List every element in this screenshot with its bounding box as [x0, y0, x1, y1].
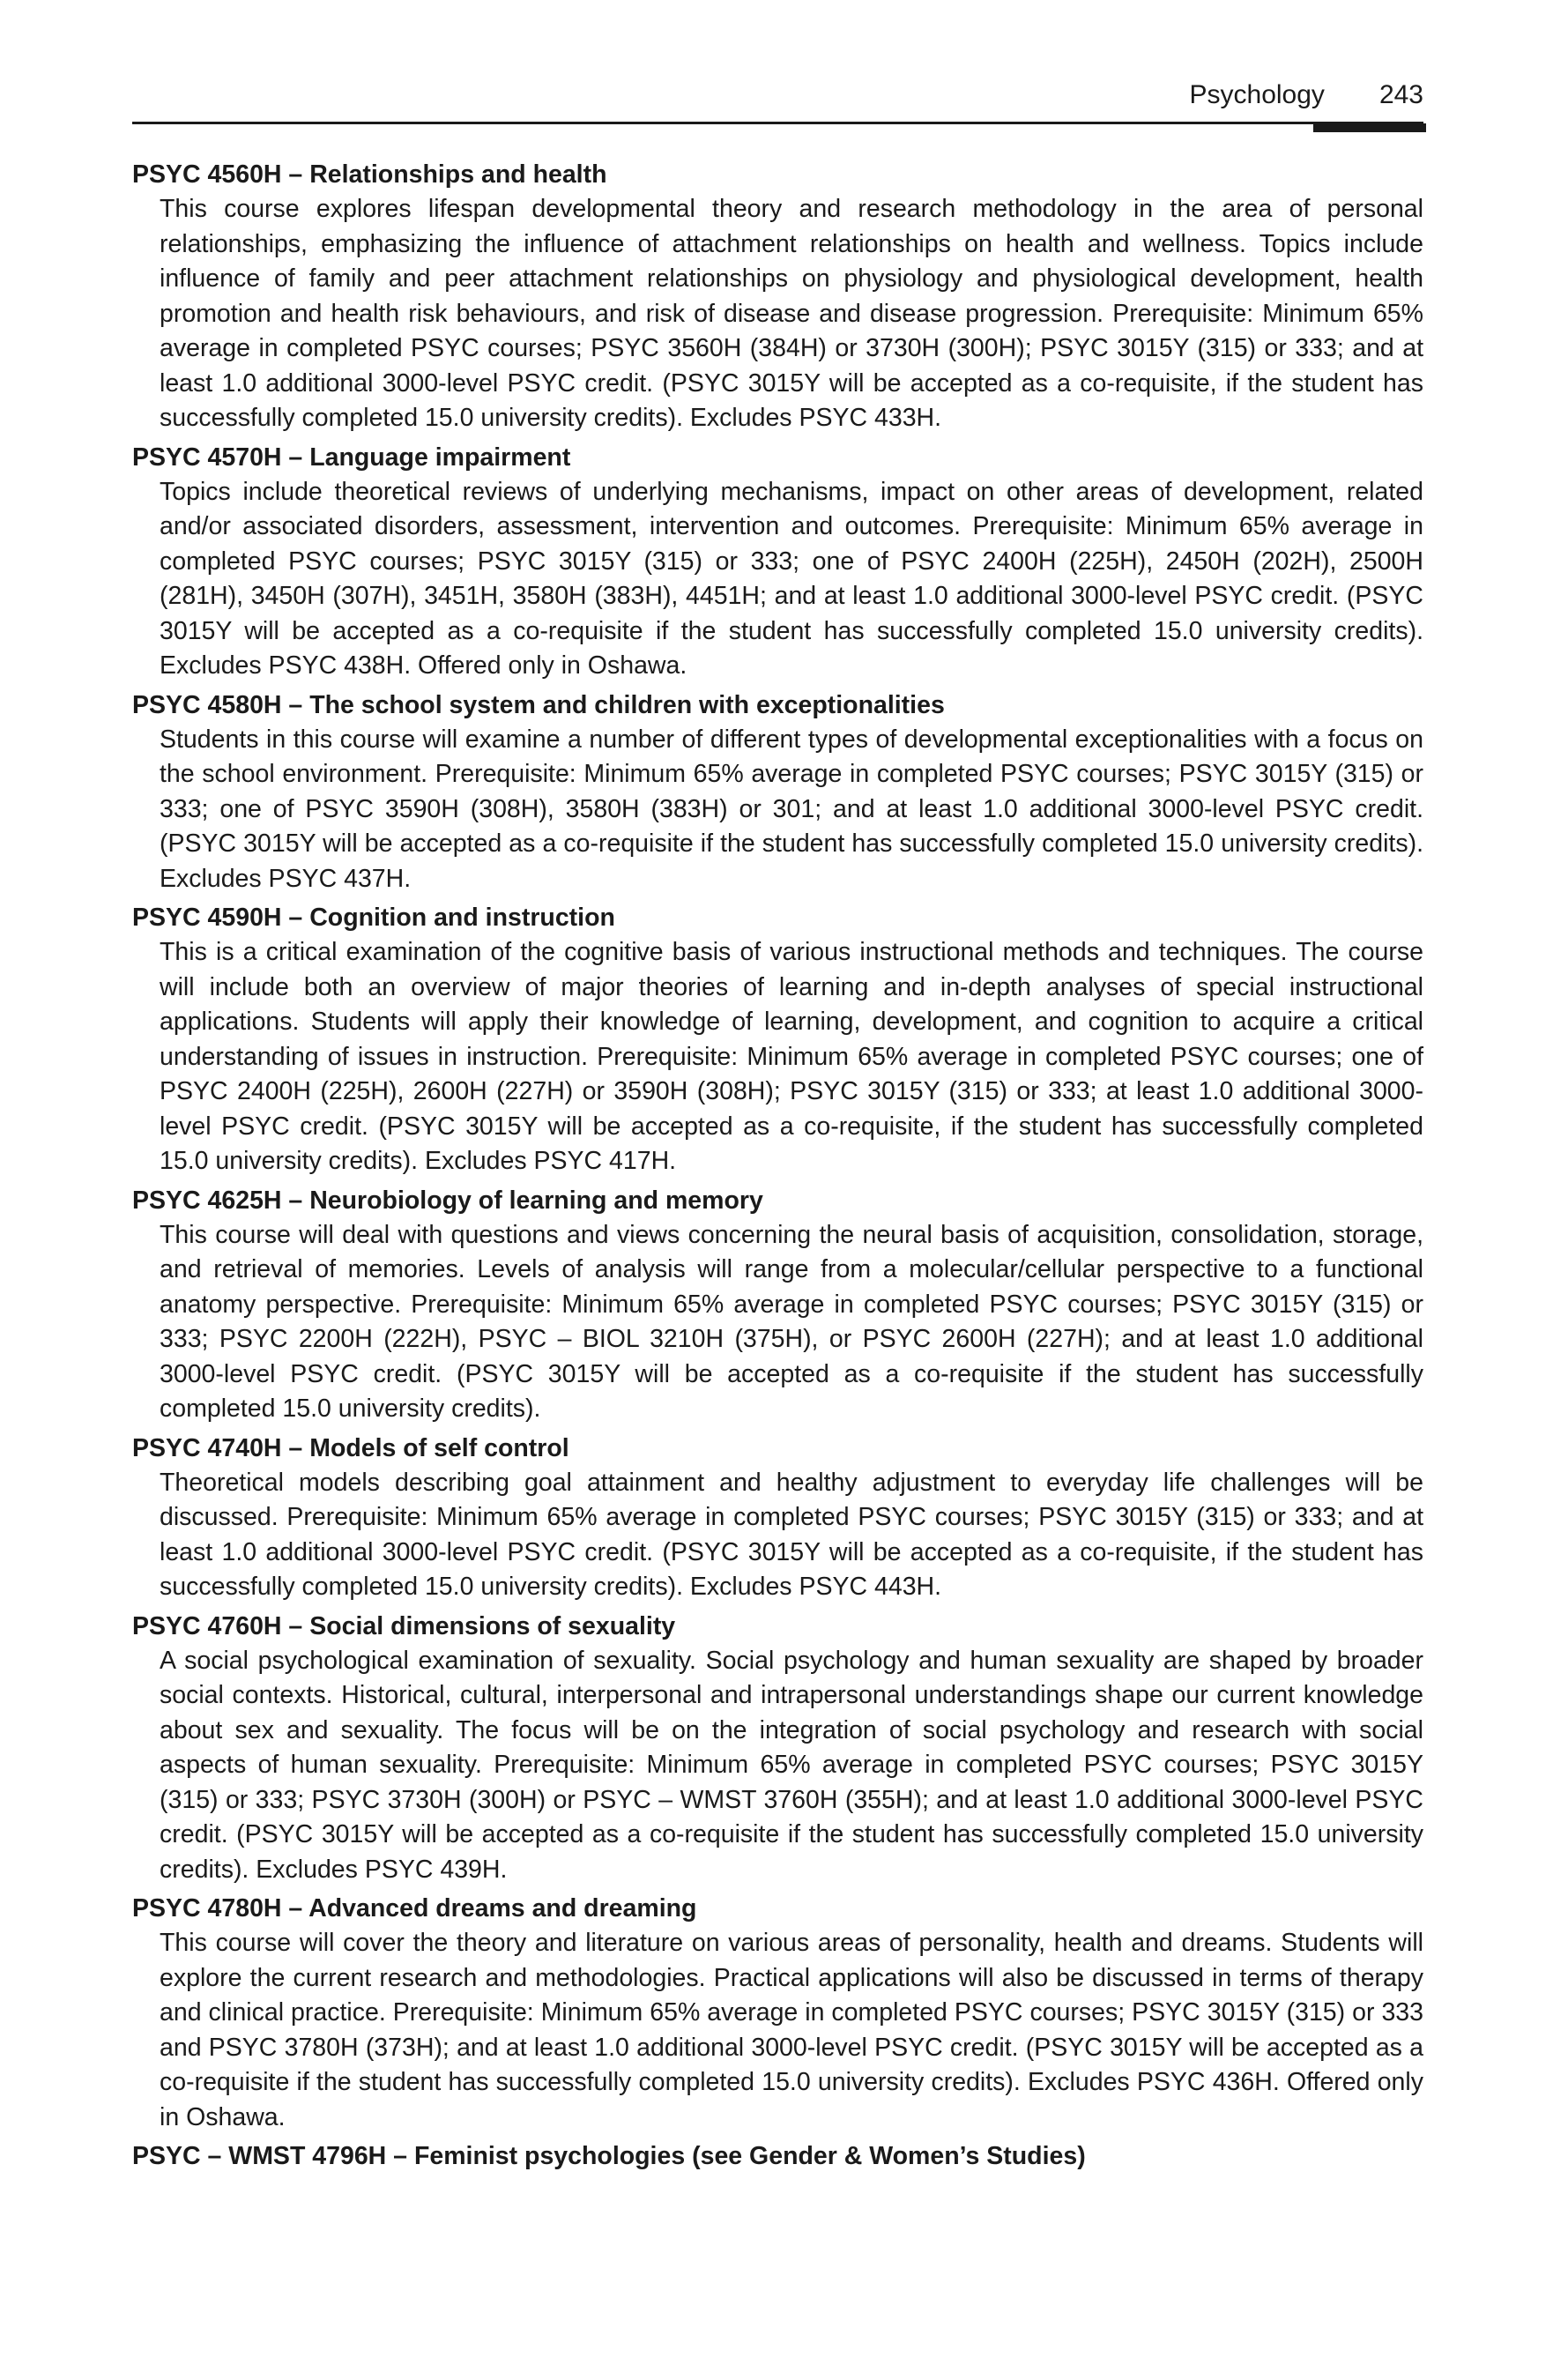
course-entry — [132, 688, 1423, 897]
course-description: This course will cover the theory and literature on various areas of personality, health and dreams. Students will explore the current research and methodologies. Practical applications will also be discussed in terms of therapy and clinical practice. Prerequisite: Minimum 65% average in completed PSYC courses; PSYC 3015Y (315) or 333 and PSYC 3780H (373H); and at least 1.0 additional 3000-level PSYC credit. (PSYC 3015Y will be accepted as a co-requisite if the student has successfully completed 15.0 university credits). Excludes PSYC 436H. Offered only in Oshawa. — [160, 1929, 1423, 2131]
page-header — [132, 78, 1423, 132]
course-entry — [132, 1431, 1423, 1605]
course-title: PSYC 4625H – Neurobiology of learning and memory — [132, 1186, 763, 1215]
course-title: PSYC 4780H – Advanced dreams and dreaming — [132, 1894, 697, 1923]
header-rule — [132, 122, 1423, 124]
course-entry-cross-reference — [132, 2138, 1423, 2174]
course-title: PSYC 4590H – Cognition and instruction — [132, 904, 615, 932]
page-number: 243 — [1378, 80, 1423, 109]
course-entry — [132, 157, 1423, 436]
course-entry — [132, 1891, 1423, 2135]
running-head-section: Psychology — [1189, 80, 1325, 109]
course-description: This course will deal with questions and views concerning the neural basis of acquisition, consolidation, storage, and retrieval of memories. Levels of analysis will range from a molecular/cellular perspective to a functional anatomy perspective. Prerequisite: Minimum 65% average in completed PSYC courses; PSYC 3015Y (315) or 333; PSYC 2200H (222H), PSYC – BIOL 3210H (375H), or PSYC 2600H (227H); and at least 1.0 additional 3000-level PSYC credit. (PSYC 3015Y will be accepted as a co-requisite if the student has successfully completed 15.0 university credits). — [160, 1220, 1423, 1423]
course-entry — [132, 440, 1423, 684]
course-description: This is a critical examination of the cognitive basis of various instructional methods and techniques. The course will include both an overview of major theories of learning and in-depth analyses of special instructional applications. Students will apply their knowledge of learning, development, and cognition to acquire a critical understanding of issues in instruction. Prerequisite: Minimum 65% average in completed PSYC courses; one of PSYC 2400H (225H), 2600H (227H) or 3590H (308H); PSYC 3015Y (315) or 333; at least 1.0 additional 3000-level PSYC credit. (PSYC 3015Y will be accepted as a co-requisite, if the student has successfully completed 15.0 university credits). Excludes PSYC 417H. — [160, 938, 1423, 1175]
course-title: PSYC 4740H – Models of self control — [132, 1433, 569, 1462]
course-description: Students in this course will examine a number of different types of developmental exceptionalities with a focus on the school environment. Prerequisite: Minimum 65% average in completed PSYC courses; PSYC 3015Y (315) or 333; one of PSYC 3590H (308H), 3580H (383H) or 301; and at least 1.0 additional 3000-level PSYC credit. (PSYC 3015Y will be accepted as a co-requisite if the student has successfully completed 15.0 university credits). Excludes PSYC 437H. — [160, 725, 1423, 893]
course-entry — [132, 1183, 1423, 1427]
course-list — [132, 157, 1423, 2177]
course-entry — [132, 900, 1423, 1179]
course-description: This course explores lifespan developmental theory and research methodology in the area of personal relationships, emphasizing the influence of attachment relationships on health and wellness. Topics include influence of family and peer attachment relationships on physiology and physiological development, health promotion and health risk behaviours, and risk of disease and disease progression. Prerequisite: Minimum 65% average in completed PSYC courses; PSYC 3560H (384H) or 3730H (300H); PSYC 3015Y (315) or 333; and at least 1.0 additional 3000-level PSYC credit. (PSYC 3015Y will be accepted as a co-requisite, if the student has successfully completed 15.0 university credits). Excludes PSYC 433H. — [160, 195, 1423, 432]
course-title: PSYC 4560H – Relationships and health — [132, 160, 607, 189]
course-title: PSYC 4570H – Language impairment — [132, 443, 571, 472]
running-head — [1190, 78, 1423, 113]
course-description: A social psychological examination of sexuality. Social psychology and human sexuality are shaped by broader social contexts. Historical, cultural, interpersonal and intrapersonal understandings shape our current knowledge about sex and sexuality. The focus will be on the integration of social psychology and research with social aspects of human sexuality. Prerequisite: Minimum 65% average in completed PSYC courses; PSYC 3015Y (315) or 333; PSYC 3730H (300H) or PSYC – WMST 3760H (355H); and at least 1.0 additional 3000-level PSYC credit. (PSYC 3015Y will be accepted as a co-requisite if the student has successfully completed 15.0 university credits). Excludes PSYC 439H. — [160, 1646, 1423, 1884]
course-entry — [132, 1609, 1423, 1888]
course-title-cross-reference: PSYC – WMST 4796H – Feminist psychologies (see Gender & Women’s Studies) — [132, 2142, 1086, 2170]
course-description: Topics include theoretical reviews of underlying mechanisms, impact on other areas of development, related and/or associated disorders, assessment, intervention and outcomes. Prerequisite: Minimum 65% average in completed PSYC courses; PSYC 3015Y (315) or 333; one of PSYC 2400H (225H), 2450H (202H), 2500H (281H), 3450H (307H), 3451H, 3580H (383H), 4451H; and at least 1.0 additional 3000-level PSYC credit. (PSYC 3015Y will be accepted as a co-requisite if the student has successfully completed 15.0 university credits). Excludes PSYC 438H. Offered only in Oshawa. — [160, 477, 1423, 680]
course-description: Theoretical models describing goal attainment and healthy adjustment to everyday life challenges will be discussed. Prerequisite: Minimum 65% average in completed PSYC courses; PSYC 3015Y (315) or 333; and at least 1.0 additional 3000-level PSYC credit. (PSYC 3015Y will be accepted as a co-requisite, if the student has successfully completed 15.0 university credits). Excludes PSYC 443H. — [160, 1468, 1423, 1601]
header-tab-marker — [1313, 123, 1426, 132]
course-title: PSYC 4760H – Social dimensions of sexuality — [132, 1611, 676, 1640]
course-title: PSYC 4580H – The school system and children with exceptionalities — [132, 690, 945, 719]
